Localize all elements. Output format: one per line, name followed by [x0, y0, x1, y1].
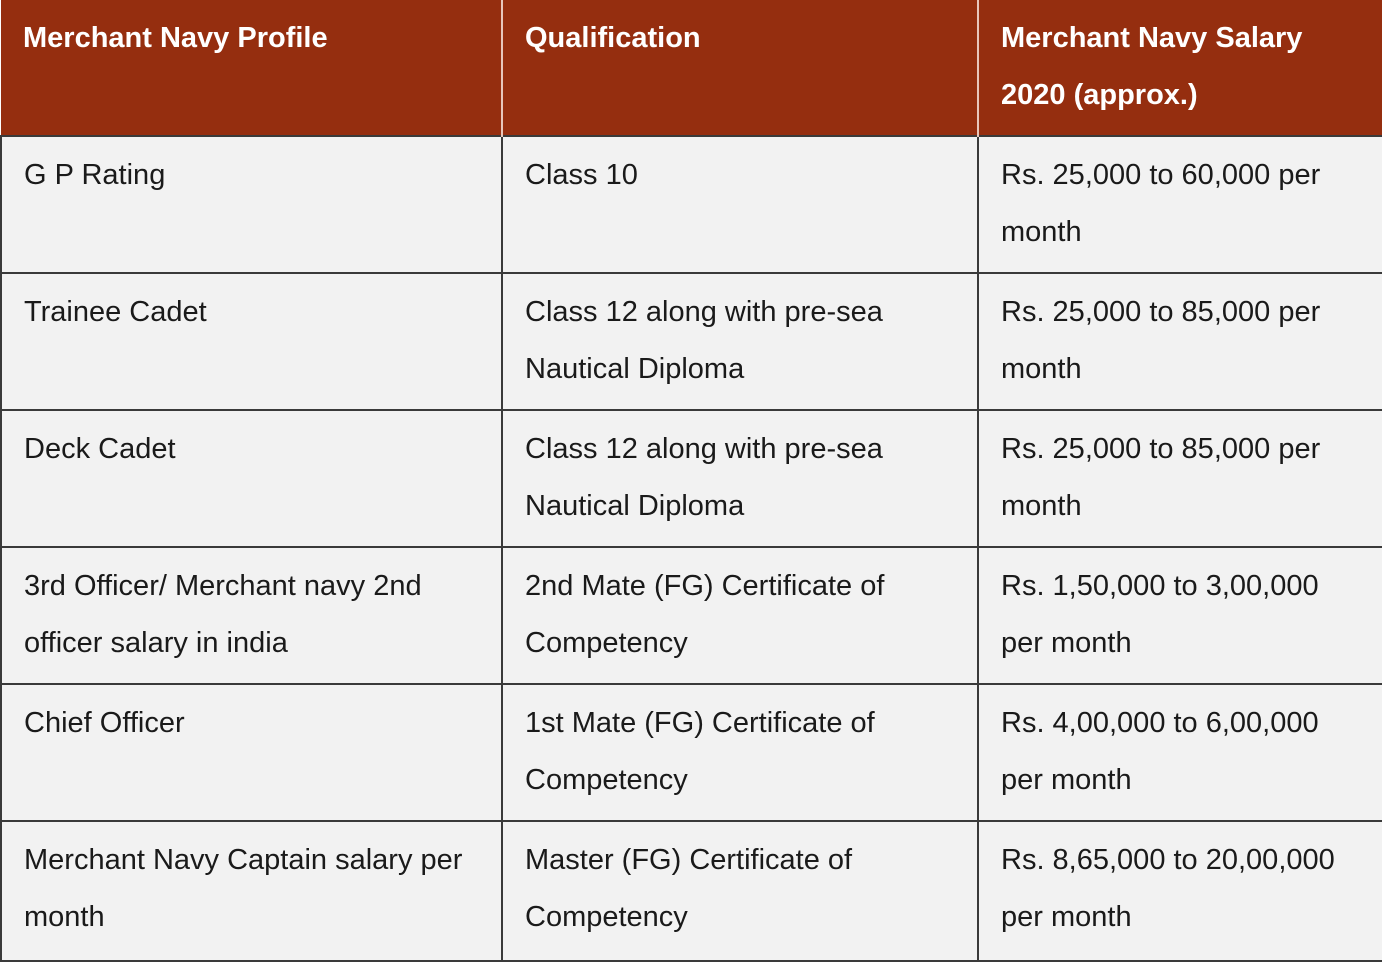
table-row	[1, 547, 1382, 684]
cell-salary: Rs. 1,50,000 to 3,00,000 per month	[978, 547, 1382, 684]
cell-salary: Rs. 25,000 to 85,000 per month	[978, 273, 1382, 410]
header-qualification: Qualification	[502, 0, 978, 136]
cell-qualification: Class 12 along with pre-sea Nautical Diploma	[502, 273, 978, 410]
table-row	[1, 410, 1382, 547]
table-header	[1, 0, 1382, 136]
cell-salary: Rs. 4,00,000 to 6,00,000 per month	[978, 684, 1382, 821]
cell-qualification: Class 12 along with pre-sea Nautical Diploma	[502, 410, 978, 547]
cell-profile: Deck Cadet	[1, 410, 502, 547]
cell-salary: Rs. 25,000 to 60,000 per month	[978, 136, 1382, 273]
cell-profile: G P Rating	[1, 136, 502, 273]
table-row	[1, 273, 1382, 410]
table-row	[1, 684, 1382, 821]
header-profile: Merchant Navy Profile	[1, 0, 502, 136]
header-row	[1, 0, 1382, 136]
cell-qualification: Master (FG) Certificate of Competency	[502, 821, 978, 961]
cell-profile: Trainee Cadet	[1, 273, 502, 410]
cell-profile: Chief Officer	[1, 684, 502, 821]
cell-qualification: 1st Mate (FG) Certificate of Competency	[502, 684, 978, 821]
cell-qualification: 2nd Mate (FG) Certificate of Competency	[502, 547, 978, 684]
table-row	[1, 821, 1382, 961]
cell-salary: Rs. 8,65,000 to 20,00,000 per month	[978, 821, 1382, 961]
cell-qualification: Class 10	[502, 136, 978, 273]
table-body	[1, 136, 1382, 961]
header-salary: Merchant Navy Salary 2020 (approx.)	[978, 0, 1382, 136]
cell-salary: Rs. 25,000 to 85,000 per month	[978, 410, 1382, 547]
cell-profile: 3rd Officer/ Merchant navy 2nd officer salary in india	[1, 547, 502, 684]
cell-profile: Merchant Navy Captain salary per month	[1, 821, 502, 961]
table-row	[1, 136, 1382, 273]
